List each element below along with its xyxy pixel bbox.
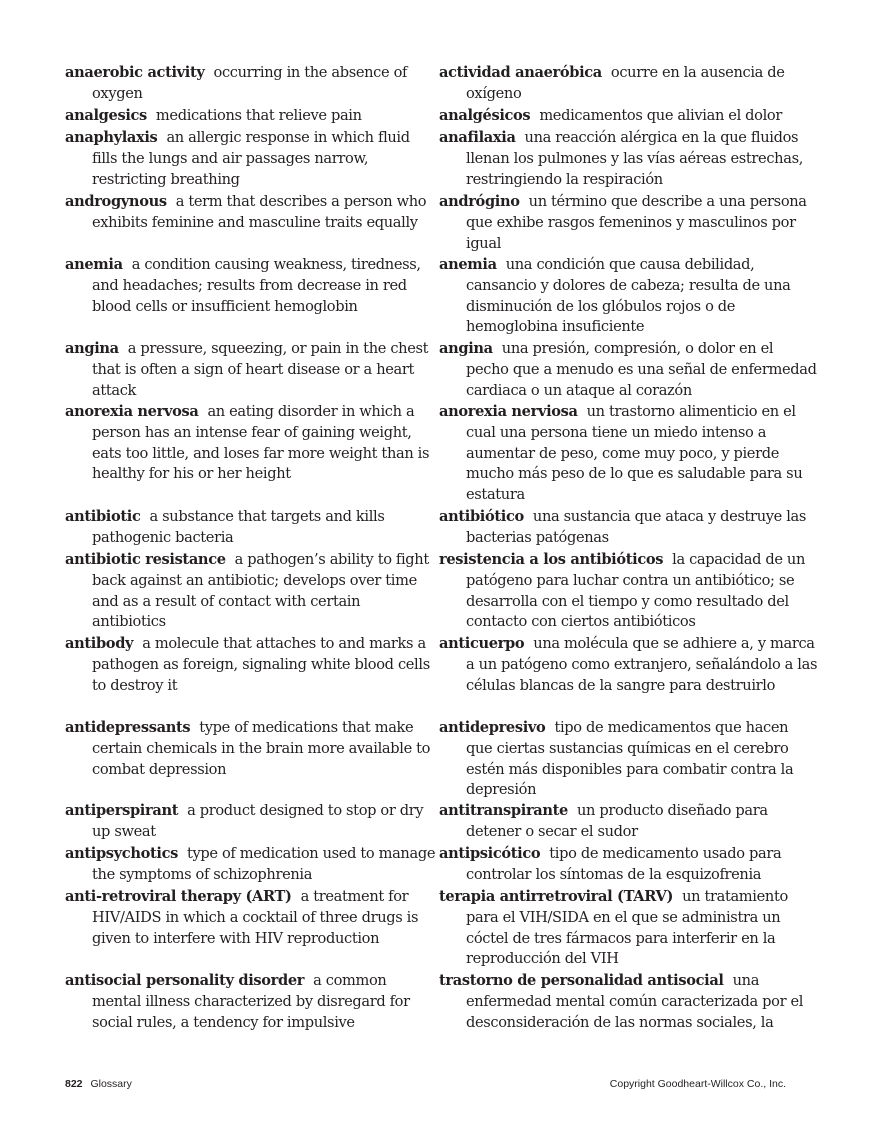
- entry-english: [65, 801, 436, 843]
- definition: a term that describes a person who exhibits feminine and masculine traits equally: [92, 193, 427, 231]
- definition: una presión, compresión, o dolor en el pecho que a menudo es una señal de enfermedad cardiaca o un ataque al corazón: [466, 340, 817, 399]
- glossary-row: [0, 550, 878, 634]
- definition: medications that relieve pain: [155, 107, 362, 124]
- entry-english: [65, 550, 436, 633]
- entry-english: [65, 255, 436, 317]
- entry-spanish: [439, 844, 818, 886]
- term: anemia: [65, 256, 123, 273]
- term: anticuerpo: [439, 635, 525, 652]
- term: angina: [65, 340, 119, 357]
- term: actividad anaeróbica: [439, 64, 602, 81]
- definition: a pressure, squeezing, or pain in the chest that is often a sign of heart disease or a heart attack: [92, 340, 429, 399]
- entry-spanish: [439, 106, 818, 127]
- term: andrógino: [439, 193, 520, 210]
- term: antitranspirante: [439, 802, 568, 819]
- definition: type of medication used to manage the symptoms of schizophrenia: [92, 845, 436, 883]
- term: androgynous: [65, 193, 167, 210]
- page-number: 822: [65, 1078, 83, 1090]
- term: antibiotic resistance: [65, 551, 226, 568]
- definition: un producto diseñado para detener o secar el sudor: [466, 802, 768, 840]
- glossary-row: [0, 106, 878, 128]
- entry-english: [65, 887, 436, 949]
- glossary-row: [0, 128, 878, 192]
- entry-english: [65, 844, 436, 886]
- page-footer: [65, 1076, 786, 1092]
- term: antipsychotics: [65, 845, 178, 862]
- definition: un término que describe a una persona que exhibe rasgos femeninos y masculinos por igual: [466, 193, 807, 252]
- definition: a pathogen’s ability to fight back against an antibiotic; develops over time and as a result of contact with certain antibiotics: [92, 551, 429, 631]
- term: angina: [439, 340, 493, 357]
- glossary-row: [0, 507, 878, 550]
- term: anti-retroviral therapy (ART): [65, 888, 292, 905]
- term: analgésicos: [439, 107, 531, 124]
- term: anorexia nerviosa: [439, 403, 578, 420]
- copyright-notice: Copyright Goodheart-Willcox Co., Inc.: [609, 1078, 786, 1090]
- term: antidepresivo: [439, 719, 546, 736]
- glossary-row: [0, 402, 878, 507]
- entry-spanish: [439, 255, 818, 338]
- definition: a molecule that attaches to and marks a pathogen as foreign, signaling white blood cells to destroy it: [92, 635, 430, 694]
- glossary-row: [0, 339, 878, 402]
- entry-english: [65, 63, 436, 105]
- glossary-row: [0, 801, 878, 844]
- glossary-row: [0, 971, 878, 1035]
- term: analgesics: [65, 107, 147, 124]
- definition: tipo de medicamento usado para controlar los síntomas de la esquizofrenia: [466, 845, 782, 883]
- glossary-row: [0, 887, 878, 971]
- entry-english: [65, 402, 436, 485]
- entry-english: [65, 106, 436, 127]
- definition: an eating disorder in which a person has an intense fear of gaining weight, eats too little, and loses far more weight than is healthy for his or her height: [92, 403, 430, 483]
- entry-spanish: [439, 887, 818, 970]
- term: anaerobic activity: [65, 64, 205, 81]
- definition: a substance that targets and kills pathogenic bacteria: [92, 508, 385, 546]
- definition: un trastorno alimenticio en el cual una persona tiene un miedo intenso a aumentar de peso, come muy poco, y pierde mucho más peso de lo que es saludable para su estatura: [466, 403, 803, 504]
- definition: una molécula que se adhiere a, y marca a un patógeno como extranjero, señalándolo a las células blancas de la sangre para destruirlo: [466, 635, 818, 694]
- entry-english: [65, 634, 436, 696]
- entry-spanish: [439, 507, 818, 549]
- glossary-row: [0, 844, 878, 887]
- glossary-row: [0, 634, 878, 718]
- entry-spanish: [439, 402, 818, 506]
- definition: una sustancia que ataca y destruye las bacterias patógenas: [466, 508, 807, 546]
- term: resistencia a los antibióticos: [439, 551, 664, 568]
- term: antisocial personality disorder: [65, 972, 305, 989]
- term: anafilaxia: [439, 129, 516, 146]
- term: antidepressants: [65, 719, 191, 736]
- definition: occurring in the absence of oxygen: [92, 64, 408, 102]
- term: anorexia nervosa: [65, 403, 199, 420]
- definition: ocurre en la ausencia de oxígeno: [466, 64, 785, 102]
- term: terapia antirretroviral (TARV): [439, 888, 674, 905]
- entry-spanish: [439, 339, 818, 401]
- term: anemia: [439, 256, 497, 273]
- definition: a product designed to stop or dry up sweat: [92, 802, 424, 840]
- term: antibiótico: [439, 508, 524, 525]
- entry-spanish: [439, 192, 818, 254]
- entry-spanish: [439, 550, 818, 633]
- definition: una reacción alérgica en la que fluidos llenan los pulmones y las vías aéreas estrechas, restringiendo la respiración: [466, 129, 803, 188]
- glossary-entries: [0, 63, 878, 1035]
- entry-english: [65, 339, 436, 401]
- definition: una enfermedad mental común caracterizada por el desconsideración de las normas sociales, la: [466, 972, 804, 1031]
- entry-spanish: [439, 801, 818, 843]
- term: trastorno de personalidad antisocial: [439, 972, 724, 989]
- entry-spanish: [439, 971, 818, 1033]
- term: antiperspirant: [65, 802, 179, 819]
- definition: a common mental illness characterized by disregard for social rules, a tendency for impulsive: [92, 972, 410, 1031]
- glossary-row: [0, 192, 878, 255]
- term: antibody: [65, 635, 134, 652]
- glossary-row: [0, 718, 878, 801]
- definition: la capacidad de un patógeno para luchar contra un antibiótico; se desarrolla con el tiempo y como resultado del contacto con ciertos antibióticos: [466, 551, 806, 631]
- definition: a condition causing weakness, tiredness, and headaches; results from decrease in red blood cells or insufficient hemoglobin: [92, 256, 421, 315]
- entry-spanish: [439, 128, 818, 190]
- glossary-row: [0, 63, 878, 106]
- definition: an allergic response in which fluid fills the lungs and air passages narrow, restricting breathing: [92, 129, 410, 188]
- term: antipsicótico: [439, 845, 541, 862]
- entry-english: [65, 507, 436, 549]
- section-name: Glossary: [90, 1078, 132, 1090]
- definition: tipo de medicamentos que hacen que ciertas sustancias químicas en el cerebro estén más disponibles para combatir contra la depresión: [466, 719, 794, 799]
- entry-english: [65, 971, 436, 1033]
- definition: type of medications that make certain chemicals in the brain more available to combat depression: [92, 719, 431, 778]
- glossary-row: [0, 255, 878, 339]
- entry-english: [65, 128, 436, 190]
- entry-spanish: [439, 63, 818, 105]
- entry-english: [65, 718, 436, 780]
- definition: a treatment for HIV/AIDS in which a cocktail of three drugs is given to interfere with HIV reproduction: [92, 888, 419, 947]
- definition: una condición que causa debilidad, cansancio y dolores de cabeza; resulta de una disminución de los glóbulos rojos o de hemoglobina insuficiente: [466, 256, 791, 336]
- entry-spanish: [439, 718, 818, 801]
- term: anaphylaxis: [65, 129, 158, 146]
- definition: medicamentos que alivian el dolor: [539, 107, 782, 124]
- term: antibiotic: [65, 508, 141, 525]
- definition: un tratamiento para el VIH/SIDA en el que se administra un cóctel de tres fármacos para interferir en la reproducción del VIH: [466, 888, 788, 968]
- entry-english: [65, 192, 436, 234]
- entry-spanish: [439, 634, 818, 696]
